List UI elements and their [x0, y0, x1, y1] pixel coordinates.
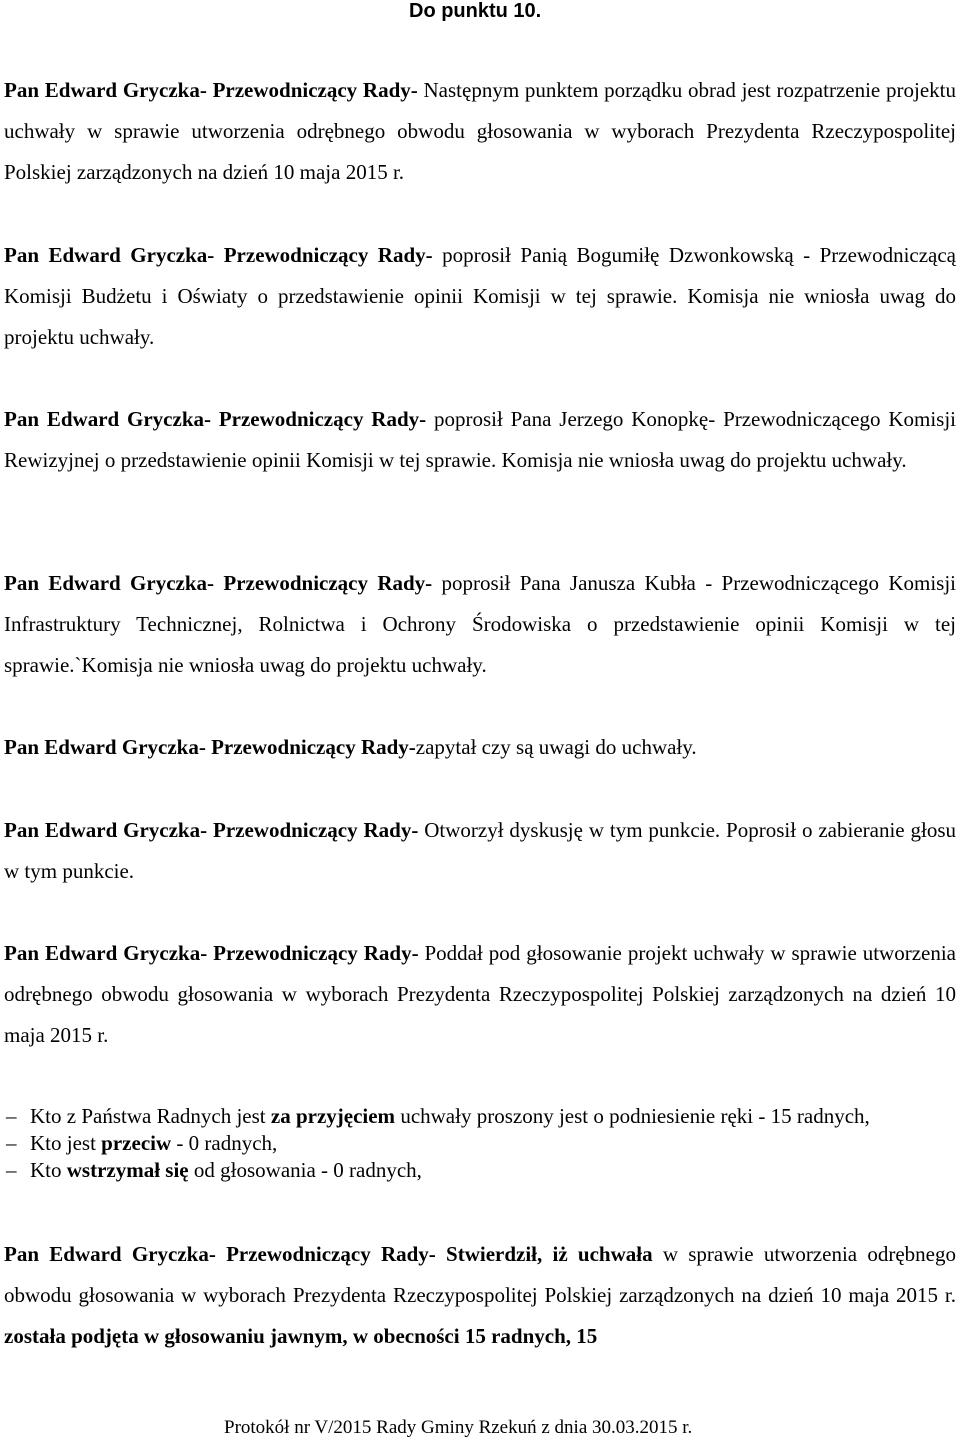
paragraph-text: Następnym punktem porządku obrad jest rozpatrzenie projektu uchwały w sprawie utworzenia odrębnego obwodu głosowania w wyborach Prezydenta Rzeczypospolitej Polskiej zarządzonych na dzień 10 maja 2015 r. — [4, 78, 956, 184]
paragraph-budget-committee — [4, 235, 956, 358]
conclusion-bold-end: została podjęta w głosowaniu jawnym, w obecności 15 radnych, 15 — [4, 1324, 598, 1348]
paragraph-agenda-item — [4, 70, 956, 193]
paragraph-text: zapytał czy są uwagi do uchwały. — [415, 735, 697, 759]
speaker-label: Pan Edward Gryczka- Przewodniczący Rady- — [4, 941, 419, 965]
paragraph-audit-committee — [4, 399, 956, 481]
list-text: Kto jest — [30, 1131, 102, 1155]
list-text: - 0 radnych, — [171, 1131, 278, 1155]
list-bold-text: przeciw — [101, 1131, 172, 1155]
paragraph-text: poprosił Pana Janusza Kubła - Przewodniczącego Komisji Infrastruktury Technicznej, Rolnictwa i Ochrony Środowiska o przedstawienie opinii Komisji w tej sprawie.`Komisja nie wniosła uwag do projektu uchwały. — [4, 571, 957, 677]
paragraph-infrastructure-committee — [4, 563, 956, 686]
list-item — [4, 1103, 956, 1130]
paragraph-text: poprosił Pana Jerzego Konopkę- Przewodniczącego Komisji Rewizyjnej o przedstawienie opinii Komisji w tej sprawie. Komisja nie wniosła uwag do projektu uchwały. — [4, 407, 956, 472]
paragraph-conclusion — [4, 1234, 956, 1357]
list-item — [4, 1157, 956, 1184]
vote-list — [4, 1103, 956, 1184]
list-text: od głosowania - 0 radnych, — [188, 1158, 422, 1182]
list-text: uchwały proszony jest o podniesienie ręki - 15 radnych, — [395, 1104, 870, 1128]
page-footer: Protokół nr V/2015 Rady Gminy Rzekuń z dnia 30.03.2015 r. — [224, 1417, 693, 1438]
dash-bullet: – — [6, 1158, 17, 1182]
list-bold-text: za przyjęciem — [270, 1104, 396, 1128]
list-text: Kto z Państwa Radnych jest — [30, 1104, 271, 1128]
list-text: Kto — [30, 1158, 67, 1182]
speaker-label: Pan Edward Gryczka- Przewodniczący Rady- — [4, 78, 418, 102]
list-item — [4, 1130, 956, 1157]
speaker-label: Pan Edward Gryczka- Przewodniczący Rady- — [4, 818, 419, 842]
paragraph-discussion — [4, 810, 956, 892]
speaker-label: Pan Edward Gryczka- Przewodniczący Rady- — [4, 407, 427, 431]
paragraph-text: Poddał pod głosowanie projekt uchwały w sprawie utworzenia odrębnego obwodu głosowania w wyborach Prezydenta Rzeczypospolitej Polskiej zarządzonych na dzień 10 maja 2015 r. — [4, 941, 956, 1047]
paragraph-vote-call — [4, 933, 956, 1056]
section-heading: Do punktu 10. — [409, 0, 542, 22]
paragraph-text: poprosił Panią Bogumiłę Dzwonkowską - Przewodniczącą Komisji Budżetu i Oświaty o przedstawienie opinii Komisji w tej sprawie. Komisja nie wniosła uwag do projektu uchwały. — [4, 243, 957, 349]
speaker-label: Pan Edward Gryczka- Przewodniczący Rady- — [4, 243, 433, 267]
dash-bullet: – — [6, 1104, 17, 1128]
speaker-label: Pan Edward Gryczka- Przewodniczący Rady- — [4, 571, 433, 595]
speaker-label: Pan Edward Gryczka- Przewodniczący Rady- — [4, 735, 416, 759]
conclusion-bold-start: Pan Edward Gryczka- Przewodniczący Rady- Stwierdził, iż uchwała — [4, 1242, 653, 1266]
paragraph-text: Otworzył dyskusję w tym punkcie. Poprosił o zabieranie głosu w tym punkcie. — [4, 818, 956, 883]
list-bold-text: wstrzymał się — [66, 1158, 189, 1182]
paragraph-remarks-question — [4, 727, 956, 768]
conclusion-text: w sprawie utworzenia odrębnego obwodu głosowania w wyborach Prezydenta Rzeczypospolitej Polskiej zarządzonych na dzień 10 maja 2015 r. — [4, 1242, 956, 1307]
dash-bullet: – — [6, 1131, 17, 1155]
